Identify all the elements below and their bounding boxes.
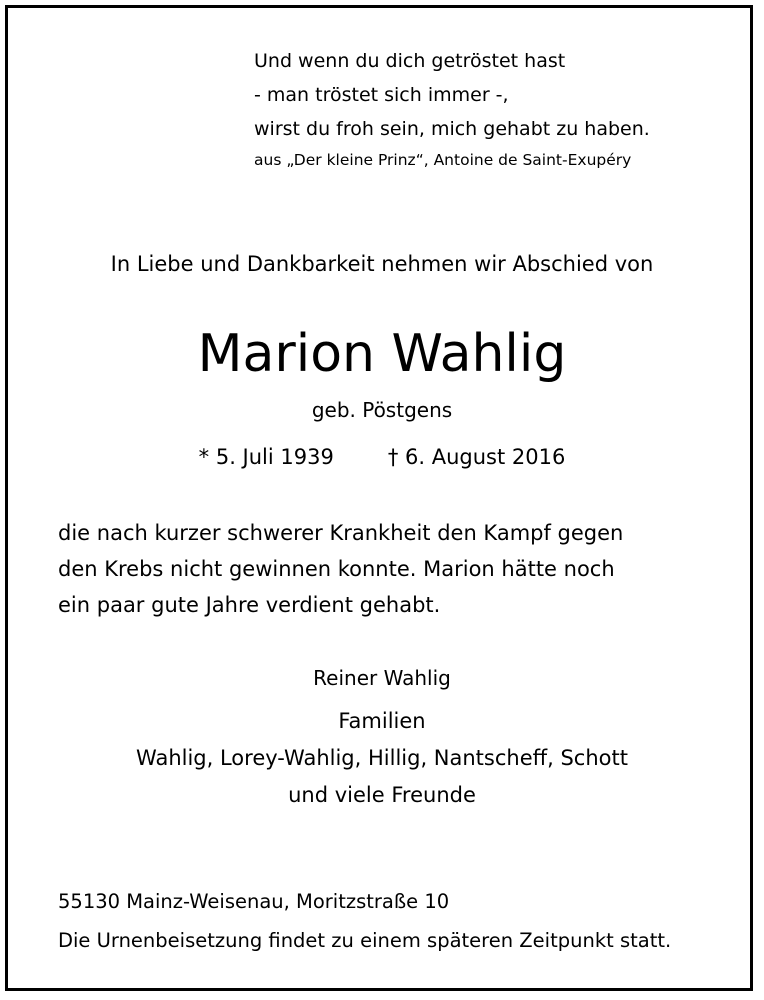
burial-notice: Die Urnenbeisetzung findet zu einem späteren Zeitpunkt statt. <box>58 929 672 952</box>
families-line: Wahlig, Lorey-Wahlig, Hillig, Nantscheff, Schott <box>136 746 628 770</box>
body-line: ein paar gute Jahre verdient gehabt. <box>58 593 441 617</box>
intro-text: In Liebe und Dankbarkeit nehmen wir Abschied von <box>110 252 654 276</box>
quote-line: wirst du froh sein, mich gehabt zu haben. <box>254 118 650 140</box>
death-date: † 6. August 2016 <box>387 445 566 469</box>
address-line: 55130 Mainz-Weisenau, Moritzstraße 10 <box>58 890 450 913</box>
families-line: und viele Freunde <box>288 783 476 807</box>
deceased-name: Marion Wahlig <box>197 324 567 384</box>
families-line: Familien <box>338 709 426 733</box>
signer-name: Reiner Wahlig <box>313 666 451 690</box>
quote-source: aus „Der kleine Prinz“, Antoine de Saint-Exupéry <box>254 151 632 169</box>
mourning-families <box>0 703 764 814</box>
birth-name: geb. Pöstgens <box>311 398 453 422</box>
quote-line: - man tröstet sich immer -, <box>254 84 509 106</box>
epigraph-quote <box>254 44 650 146</box>
birth-date: * 5. Juli 1939 <box>198 445 334 469</box>
body-line: den Krebs nicht gewinnen konnte. Marion hätte noch <box>58 557 615 581</box>
quote-line: Und wenn du dich getröstet hast <box>254 50 566 72</box>
life-dates <box>0 438 764 476</box>
obituary-body <box>58 515 623 623</box>
body-line: die nach kurzer schwerer Krankheit den Kampf gegen <box>58 521 624 545</box>
